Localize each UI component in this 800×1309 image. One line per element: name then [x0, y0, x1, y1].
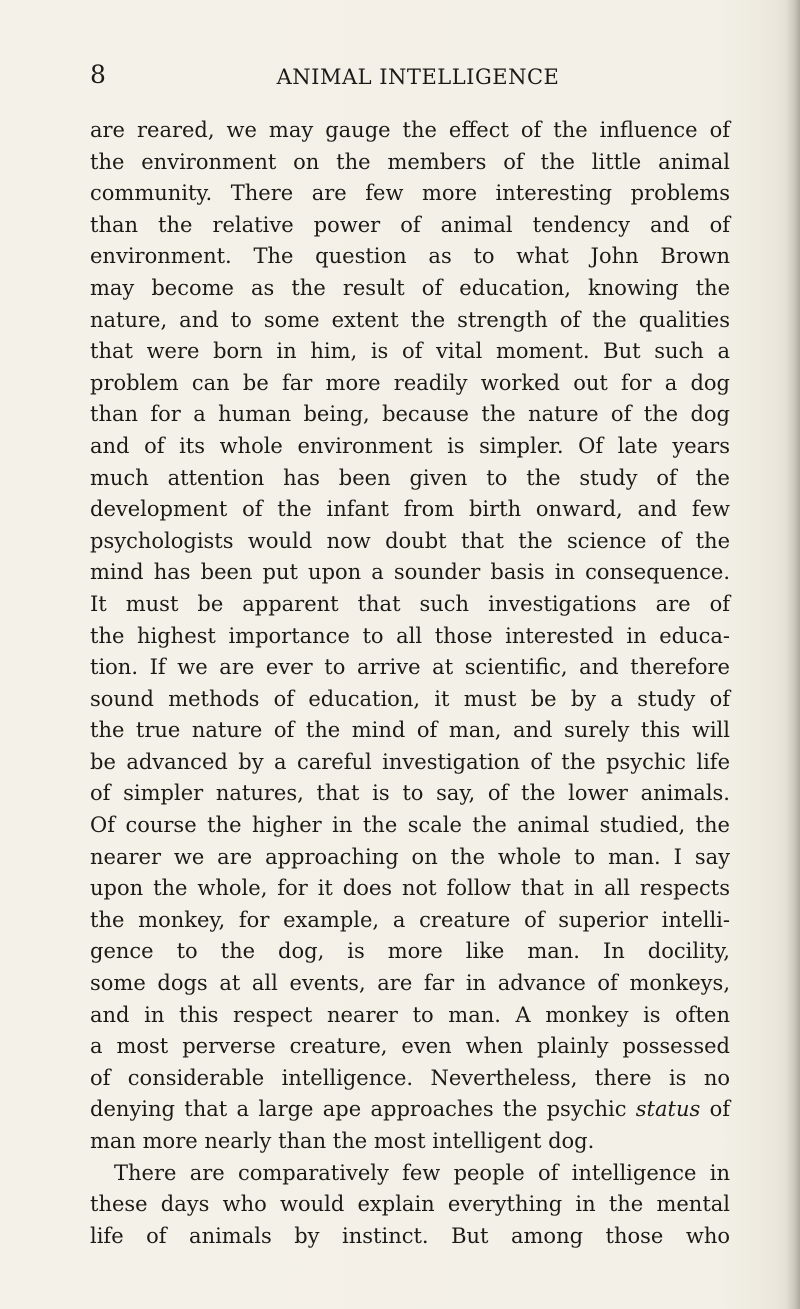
text-segment: denying that a large ape approaches the psychic	[90, 1097, 636, 1122]
page-number: 8	[90, 60, 106, 89]
page-edge-shadow	[786, 0, 800, 1309]
text-line: gence to the dog, is more like man. In docility,	[90, 939, 730, 964]
text-line: that were born in him, is of vital moment. But such a	[90, 339, 730, 364]
text-line: a most perverse creature, even when plainly possessed	[90, 1034, 730, 1059]
text-line: much attention has been given to the study of the	[90, 465, 730, 490]
text-line: of simpler natures, that is to say, of the lower animals.	[90, 781, 730, 806]
text-line: be advanced by a careful investigation of the psychic life	[90, 749, 730, 774]
text-line: and in this respect nearer to man. A monkey is often	[90, 1002, 730, 1027]
text-line: these days who would explain everything in the mental	[90, 1192, 730, 1217]
text-line: the environment on the members of the little animal	[90, 149, 730, 174]
text-line: and of its whole environment is simpler. Of late years	[90, 433, 730, 458]
page-header	[90, 60, 730, 94]
italic-word-status: status	[635, 1097, 701, 1122]
text-line: of considerable intelligence. Nevertheless, there is no	[90, 1065, 730, 1090]
paragraph-start-line: There are comparatively few people of intelligence in	[114, 1160, 730, 1185]
paragraph-end-line: man more nearly than the most intelligent dog.	[90, 1129, 595, 1153]
text-line: than the relative power of animal tendency and of	[90, 212, 730, 237]
text-segment: of	[700, 1097, 730, 1122]
text-line: development of the infant from birth onward, and few	[90, 497, 730, 522]
text-line: than for a human being, because the nature of the dog	[90, 402, 730, 427]
text-line: are reared, we may gauge the effect of the influence of	[90, 118, 730, 142]
text-line: nature, and to some extent the strength of the qualities	[90, 307, 730, 332]
text-line: community. There are few more interesting problems	[90, 181, 730, 206]
body-text	[90, 115, 730, 1252]
text-line: psychologists would now doubt that the science of the	[90, 528, 730, 553]
text-line: mind has been put upon a sounder basis in consequence.	[90, 560, 730, 585]
text-line: It must be apparent that such investigations are of	[90, 591, 730, 616]
text-line: tion. If we are ever to arrive at scientific, and therefore	[90, 655, 730, 680]
text-line: problem can be far more readily worked out for a dog	[90, 370, 730, 395]
text-line: some dogs at all events, are far in advance of monkeys,	[90, 971, 730, 996]
running-head: ANIMAL INTELLIGENCE	[276, 65, 560, 89]
text-line: nearer we are approaching on the whole to man. I say	[90, 844, 730, 869]
text-line: the highest importance to all those interested in educa-	[90, 623, 730, 648]
text-line: environment. The question as to what John Brown	[90, 244, 730, 269]
text-line: the true nature of the mind of man, and surely this will	[90, 718, 730, 743]
text-line: sound methods of education, it must be by a study of	[90, 686, 730, 711]
text-line: may become as the result of education, knowing the	[90, 275, 730, 300]
text-line: the monkey, for example, a creature of superior intelli-	[90, 907, 730, 932]
text-line: Of course the higher in the scale the animal studied, the	[90, 813, 730, 838]
text-line: life of animals by instinct. But among those who	[90, 1223, 730, 1248]
text-line-with-italic	[90, 1094, 730, 1126]
text-line: upon the whole, for it does not follow that in all respects	[90, 876, 730, 901]
